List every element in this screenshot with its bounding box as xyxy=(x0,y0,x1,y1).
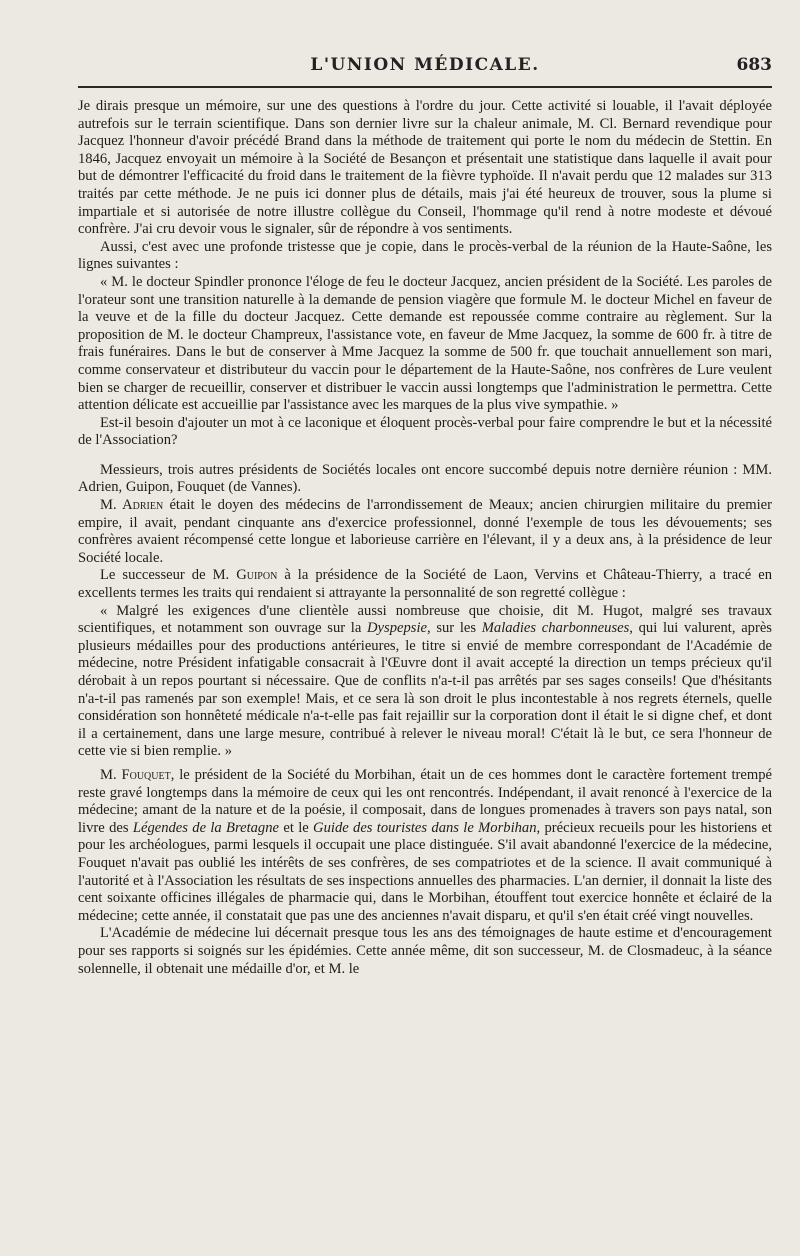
book-title: Guide des touristes dans le Morbihan xyxy=(313,819,537,836)
paragraph: L'Académie de médecine lui décernait presque tous les ans des témoignages de haute estime et d'encouragement pour ses rapports si soignés sur les épidémies. Cette année même, dit son successeur, M. de Closmadeuc, à la séance solennelle, il obtenait une médaille d'or, et M. le xyxy=(78,925,772,977)
name-fouquet: M. Fouquet xyxy=(100,766,171,783)
header-rule xyxy=(78,86,772,88)
name-guipon: M. Guipon xyxy=(212,567,278,584)
book-title: Dyspepsie xyxy=(367,620,427,637)
paragraph-text: à la présidence de la Société de Laon, Vervins et Château-Thierry, a tracé en excellents termes les traits qui rendaient si attrayante la personnalité de son regretté collègue : xyxy=(78,567,772,602)
paragraph: Aussi, c'est avec une profonde tristesse que je copie, dans le procès-verbal de la réunion de la Haute-Saône, les lignes suivantes : xyxy=(78,238,772,273)
quoted-eulogy xyxy=(78,603,772,761)
paragraph-text: Le successeur de xyxy=(100,567,213,584)
running-title: L'UNION MÉDICALE. xyxy=(310,55,540,75)
paragraph-text: « Malgré les exigences d'une clientèle aussi nombreuse que choisie, dit M. Hugot, malgré ses travaux scientifiques, et notamment son ouvrage sur la xyxy=(78,602,772,637)
paragraph-text: , qui lui valurent, après plusieurs médailles pour des productions antérieures, le titre si envié de membre correspondant de l'Académie de médecine, notre Président infatigable consacrait à l'Œuvre dont il avait accepté la direction un temps précieux qu'il dérobait à un repos pourtant si nécessaire. Que de conflits n'a-t-il pas arrêtés par ses sages conseils! Que d'hésitants n'a-t-il pas ramenés par son exemple! Mais, et ce sera là son droit le plus incontestable à nos regrets éternels, quelle considération son honnêteté médicale n'a-t-elle pas fait rejaillir sur la corporation dont il était le si digne chef, et dont il a certainement, dans une large mesure, contribué à relever le niveau moral! C'était là le but, ce sera l'honneur de cette vie si bien remplie. » xyxy=(78,620,772,760)
paragraph: Je dirais presque un mémoire, sur une des questions à l'ordre du jour. Cette activité si louable, il l'avait déployée autrefois sur le terrain scientifique. Dans son dernier livre sur la chaleur animale, M. Cl. Bernard revendique pour Jacquez l'honneur d'avoir précédé Brand dans la méthode de traitement qui porte le nom du médecin de Stettin. En 1846, Jacquez envoyait un mémoire à la Société de Besançon et présentait une statistique dans laquelle il avait pour but de démontrer l'efficacité du froid dans le traitement de la fièvre typhoïde. Il n'avait perdu que 12 malades sur 313 traités par cette méthode. Je ne puis ici donner plus de détails, mais j'ai été heureux de trouver, sous la plume si impartiale et si autorisée de notre illustre collègue du Conseil, l'hommage qu'il rend à notre modeste et dévoué confrère. J'ai cru devoir vous le signaler, sûr de répondre à vos sentiments. xyxy=(78,98,772,238)
paragraph-text: était le doyen des médecins de l'arrondissement de Meaux; ancien chirurgien militaire du premier empire, il avait, pendant cinquante ans d'exercice professionnel, donné l'exemple de tous les dévouements; ses confrères avaient récompensé cette longue et laborieuse carrière en l'élevant, il y a deux ans, à la présidence de leur Société locale. xyxy=(78,497,772,566)
page-number: 683 xyxy=(736,55,772,75)
book-title: Légendes de la Bretagne xyxy=(132,819,280,836)
paragraph: Messieurs, trois autres présidents de Sociétés locales ont encore succombé depuis notre dernière réunion : MM. Adrien, Guipon, Fouquet (de Vannes). xyxy=(78,461,772,496)
book-title: Maladies charbonneuses xyxy=(481,620,630,637)
paragraph-text: , précieux recueils pour les historiens et pour les archéologues, parmi lesquels il occupait une place distinguée. S'il avait abandonné l'exercice de la médecine, Fouquet n'avait pas oublié les intérêts de ses confrères, de ses compatriotes et de la science. Il avait communiqué à l'autorité et à l'Association les résultats de ses inspections annuelles des pharmacies. L'an dernier, il donnait la liste des cent soixante officines illégales de pharmacie qui, dans le Morbihan, étouffent tout exercice honnête et éclairé de la médecine; cette année, il constatait que pas une des anciennes n'avait disparu, et qu'il s'en était créé vingt nouvelles. xyxy=(78,819,772,924)
paragraph-text: et le xyxy=(279,819,314,836)
body-text xyxy=(78,98,772,978)
paragraph-adrien xyxy=(78,497,772,567)
paragraph-guipon xyxy=(78,567,772,602)
paragraph-text: , sur les xyxy=(427,620,482,637)
section-gap xyxy=(78,450,772,462)
paragraph: Est-il besoin d'ajouter un mot à ce laconique et éloquent procès-verbal pour faire comprendre le but et la nécessité de l'Association? xyxy=(78,414,772,449)
name-adrien: M. Adrien xyxy=(100,497,164,514)
quoted-minutes: « M. le docteur Spindler prononce l'éloge de feu le docteur Jacquez, ancien président de la Société. Les paroles de l'orateur sont une transition naturelle à la demande de pension viagère que formule M. le docteur Michel en faveur de la veuve et de la fille du docteur Jacquez. Cette demande est repoussée comme contraire au règlement. Sur la proposition de M. le docteur Champreux, l'assistance vote, en faveur de Mme Jacquez, la somme de 600 fr. à titre de frais funéraires. Dans le but de conserver à Mme Jacquez la somme de 500 fr. que touchait annuellement son mari, comme conservateur et distributeur du vaccin pour le département de la Haute-Saône, nos confrères de Lure veulent bien se charger de recueillir, conserver et distribuer le vaccin aussi longtemps que l'administration le permettra. Cette attention délicate est accueillie par l'assistance avec les marques de la plus vive sympathie. » xyxy=(78,273,772,414)
paragraph-text: , le président de la Société du Morbihan, était un de ces hommes dont le caractère fortement trempé reste gravé longtemps dans la mémoire de ceux qui les ont rencontrés. Indépendant, il avait renoncé à l'exercice de la médecine; amant de la nature et de la poésie, il composait, dans de longues promenades à travers son pays natal, son livre des xyxy=(78,766,772,836)
paragraph-fouquet xyxy=(78,767,772,925)
